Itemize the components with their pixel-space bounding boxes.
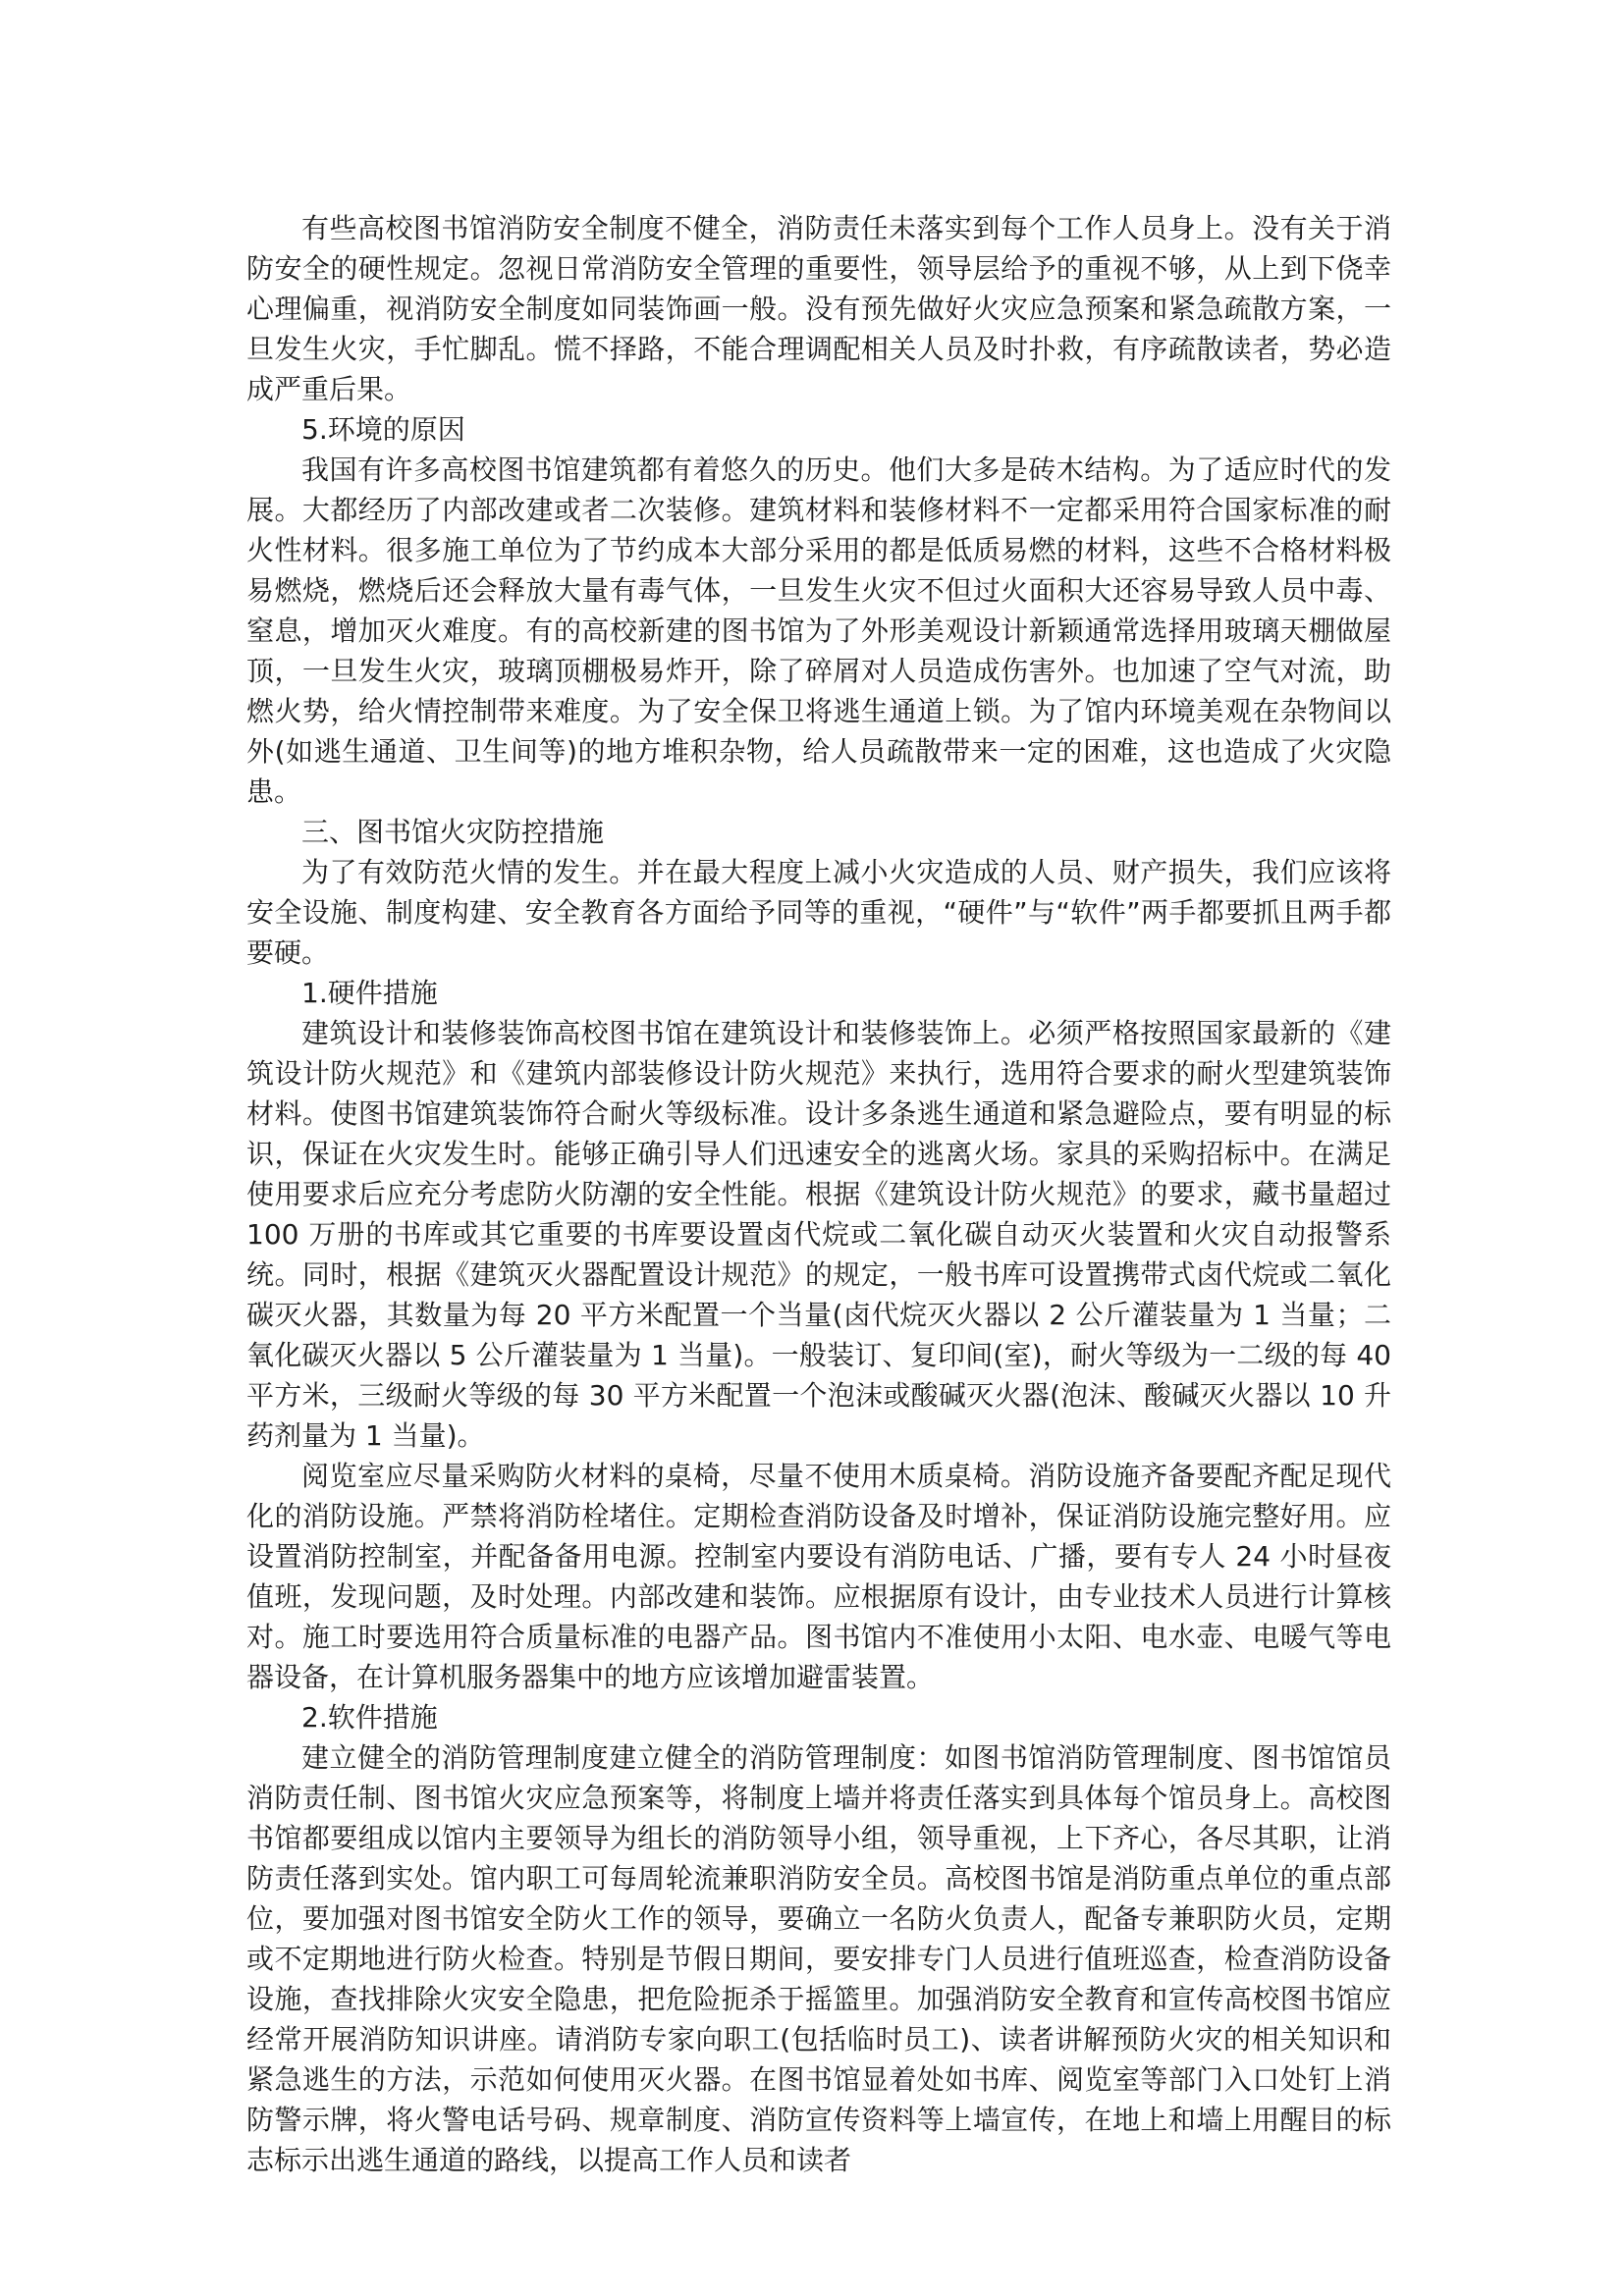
body-paragraph: 建筑设计和装修装饰高校图书馆在建筑设计和装修装饰上。必须严格按照国家最新的《建筑设计防火规范》和《建筑内部装修设计防火规范》来执行，选用符合要求的耐火型建筑装饰材料。使图书馆建筑装饰符合耐火等级标准。设计多条逃生通道和紧急避险点，要有明显的标识，保证在火灾发生时。能够正确引导人们迅速安全的逃离火场。家具的采购招标中。在满足使用要求后应充分考虑防火防潮的安全性能。根据《建筑设计防火规范》的要求，藏书量超过 100 万册的书库或其它重要的书库要设置卤代烷或二氧化碳自动灭火装置和火灾自动报警系统。同时，根据《建筑灭火器配置设计规范》的规定，一般书库可设置携带式卤代烷或二氧化碳灭火器，其数量为每 20 平方米配置一个当量(卤代烷灭火器以 2 公斤灌装量为 1 当量；二氧化碳灭火器以 5 公斤灌装量为 1 当量)。一般装订、复印间(室)，耐火等级为一二级的每 40 平方米，三级耐火等级的每 30 平方米配置一个泡沫或酸碱灭火器(泡沫、酸碱灭火器以 10 升药剂量为 1 当量)。 (246, 1017, 1391, 1452)
section-heading-environment: 5.环境的原因 (301, 413, 465, 446)
body-paragraph: 为了有效防范火情的发生。并在最大程度上减小火灾造成的人员、财产损失，我们应该将安全设施、制度构建、安全教育各方面给予同等的重视，“硬件”与“软件”两手都要抓且两手都要硬。 (246, 856, 1391, 969)
body-paragraph: 我国有许多高校图书馆建筑都有着悠久的历史。他们大多是砖木结构。为了适应时代的发展。大都经历了内部改建或者二次装修。建筑材料和装修材料不一定都采用符合国家标准的耐火性材料。很多施工单位为了节约成本大部分采用的都是低质易燃的材料，这些不合格材料极易燃烧，燃烧后还会释放大量有毒气体，一旦发生火灾不但过火面积大还容易导致人员中毒、窒息，增加灭火难度。有的高校新建的图书馆为了外形美观设计新颖通常选择用玻璃天棚做屋顶，一旦发生火灾，玻璃顶棚极易炸开，除了碎屑对人员造成伤害外。也加速了空气对流，助燃火势，给火情控制带来难度。为了安全保卫将逃生通道上锁。为了馆内环境美观在杂物间以外(如逃生通道、卫生间等)的地方堆积杂物，给人员疏散带来一定的困难，这也造成了火灾隐患。 (246, 454, 1391, 808)
body-paragraph: 建立健全的消防管理制度建立健全的消防管理制度：如图书馆消防管理制度、图书馆馆员消防责任制、图书馆火灾应急预案等，将制度上墙并将责任落实到具体每个馆员身上。高校图书馆都要组成以馆内主要领导为组长的消防领导小组，领导重视，上下齐心，各尽其职，让消防责任落到实处。馆内职工可每周轮流兼职消防安全员。高校图书馆是消防重点单位的重点部位，要加强对图书馆安全防火工作的领导，要确立一名防火负责人，配备专兼职防火员，定期或不定期地进行防火检查。特别是节假日期间，要安排专门人员进行值班巡查，检查消防设备设施，查找排除火灾安全隐患，把危险扼杀于摇篮里。加强消防安全教育和宣传高校图书馆应经常开展消防知识讲座。请消防专家向职工(包括临时员工)、读者讲解预防火灾的相关知识和紧急逃生的方法，示范如何使用灭火器。在图书馆显着处如书库、阅览室等部门入口处钉上消防警示牌，将火警电话号码、规章制度、消防宣传资料等上墙宣传，在地上和墙上用醒目的标志标示出逃生通道的路线，以提高工作人员和读者 (246, 1741, 1391, 2176)
section-heading-software: 2.软件措施 (301, 1701, 438, 1734)
section-heading-hardware: 1.硬件措施 (301, 977, 438, 1009)
document-page (246, 208, 1391, 2180)
section-heading-fire-prevention: 三、图书馆火灾防控措施 (301, 816, 605, 848)
body-paragraph: 阅览室应尽量采购防火材料的桌椅，尽量不使用木质桌椅。消防设施齐备要配齐配足现代化的消防设施。严禁将消防栓堵住。定期检查消防设备及时增补，保证消防设施完整好用。应设置消防控制室，并配备备用电源。控制室内要设有消防电话、广播，要有专人 24 小时昼夜值班，发现问题，及时处理。内部改建和装饰。应根据原有设计，由专业技术人员进行计算核对。施工时要选用符合质量标准的电器产品。图书馆内不准使用小太阳、电水壶、电暖气等电器设备，在计算机服务器集中的地方应该增加避雷装置。 (246, 1460, 1391, 1693)
body-paragraph: 有些高校图书馆消防安全制度不健全，消防责任未落实到每个工作人员身上。没有关于消防安全的硬性规定。忽视日常消防安全管理的重要性，领导层给予的重视不够，从上到下侥幸心理偏重，视消防安全制度如同装饰画一般。没有预先做好火灾应急预案和紧急疏散方案，一旦发生火灾，手忙脚乱。慌不择路，不能合理调配相关人员及时扑救，有序疏散读者，势必造成严重后果。 (246, 212, 1391, 405)
